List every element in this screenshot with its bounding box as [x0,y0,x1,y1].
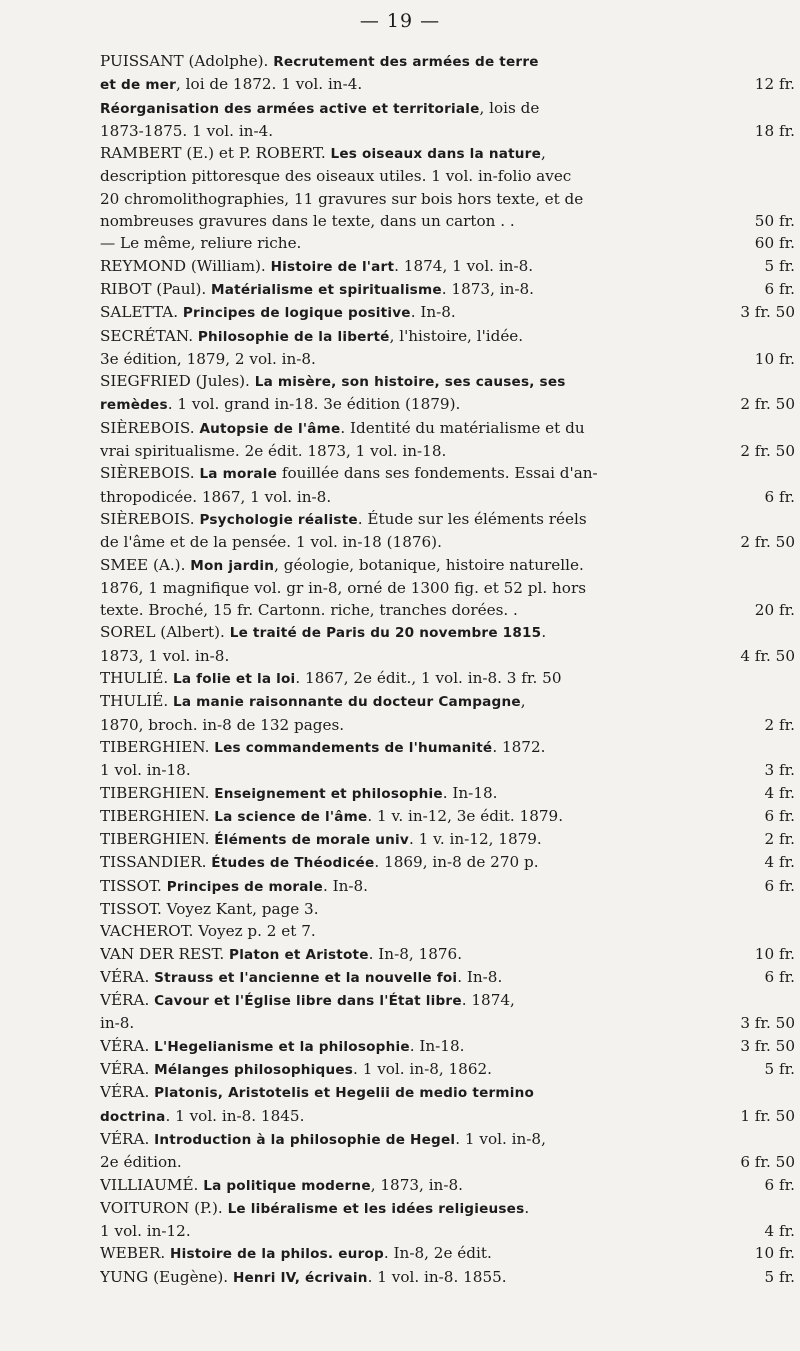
entry-text [100,1266,507,1289]
entry-price: 2 fr. [764,715,795,734]
entry-price: 6 fr. 50 [740,1153,795,1172]
entry-line [100,1058,795,1081]
entry-detail: , [520,692,526,711]
entry-detail: . 1 vol. in-8, [455,1129,546,1148]
entry-text [100,943,462,966]
entry-title: La morale [199,466,278,483]
entry-title: Histoire de l'art [270,258,395,275]
entry-line [100,943,795,966]
entry-detail: . 1869, in-8 de 270 p. [374,853,539,872]
entry-detail: . 1 v. in-12, 1879. [408,830,542,849]
catalog-entry [100,898,795,920]
entry-text [100,531,442,553]
entry-text [100,759,191,781]
entry-detail: VÉRA. [100,1083,155,1102]
entry-text [100,1197,529,1220]
entry-detail: . 1 vol. in-8, 1862. [353,1060,492,1079]
entry-text [100,73,362,96]
catalog-entry [100,1242,795,1265]
entry-detail: THULIÉ. [100,669,174,688]
entry-title: La manie raisonnante du docteur Campagne [173,694,521,711]
entry-detail: SMEE (A.). [100,555,191,574]
entry-line [100,1012,795,1034]
catalog-entry [100,278,795,301]
entry-detail: SOREL (Albert). [100,623,230,642]
entry-text [100,1151,182,1173]
entry-detail: VÉRA. [100,1036,155,1055]
entry-line [100,440,795,462]
entry-line [100,920,795,942]
entry-price: 3 fr. [764,761,795,780]
entry-detail: VAN DER REST. [100,944,230,963]
entry-text [100,645,229,667]
entry-detail: 1 vol. in-18. [100,761,191,780]
entry-title: Le traité de Paris du 20 novembre 1815 [229,625,542,642]
entry-text [100,440,446,462]
entry-price: 4 fr. [764,853,795,872]
entry-title: Mélanges philosophiques [154,1062,354,1079]
entry-title: Autopsie de l'âme [199,420,341,437]
entry-detail: YUNG (Eugène). [100,1267,233,1286]
entry-text [100,462,598,485]
entry-title: Platonis, Aristotelis et Hegelii de medio termino [154,1085,535,1102]
entry-title: Henri IV, écrivain [232,1269,368,1286]
entry-text [100,782,497,805]
entry-detail: , lois de [479,98,540,117]
entry-detail: THULIÉ. [100,692,174,711]
entry-title: Principes de logique positive [182,305,411,322]
entry-detail: TIBERGHIEN. [100,830,215,849]
entry-price: 3 fr. 50 [740,303,795,322]
entry-line [100,736,795,759]
catalog-entry [100,232,795,254]
entry-detail: . In-18. [442,783,498,802]
entry-line [100,828,795,851]
entry-text [100,393,460,416]
entry-title: Matérialisme et spiritualisme [211,281,442,298]
entry-line [100,690,795,713]
entry-detail: VÉRA. [100,1129,155,1148]
entry-line [100,278,795,301]
entry-title: doctrina [100,1108,166,1125]
entry-detail: 3e édition, 1879, 2 vol. in-8. [100,349,316,368]
entry-line [100,851,795,874]
entry-text [100,348,316,370]
entry-text [100,486,331,508]
entry-text [100,1058,492,1081]
entry-detail: . In-8. [457,967,503,986]
entry-detail: . 1 vol. grand in-18. 3e édition (1879). [167,395,461,414]
entry-line [100,508,795,531]
entry-title: Cavour et l'Église libre dans l'État libre [154,993,462,1010]
entry-detail: REYMOND (William). [100,256,271,275]
entry-text [100,120,273,142]
entry-price: 5 fr. [764,1060,795,1079]
catalog-entry [100,1035,795,1058]
entry-text [100,851,539,874]
entry-detail: fouillée dans ses fondements. Essai d'an- [277,464,598,483]
entry-detail: TISSOT. Voyez Kant, page 3. [100,899,319,918]
entry-detail: vrai spiritualisme. 2e édit. 1873, 1 vol. in-18. [100,442,447,461]
entry-detail: VÉRA. [100,991,155,1010]
entry-detail: TISSOT. [100,876,167,895]
entry-detail: . 1874, [461,991,515,1010]
entry-text [100,165,571,187]
entry-line [100,898,795,920]
entry-line [100,486,795,508]
catalog-entry [100,875,795,898]
entry-detail: VILLIAUMÉ. [100,1175,204,1194]
catalog-entry [100,621,795,667]
entry-detail: 1876, 1 magnifique vol. gr in-8, orné de 1300 fig. et 52 pl. hors [100,578,587,597]
entry-detail: VACHEROT. Voyez p. 2 et 7. [100,922,316,941]
entry-line [100,621,795,644]
entry-text [100,142,546,165]
entry-line [100,531,795,553]
entry-text [100,714,344,736]
entry-price: 2 fr. 50 [740,395,795,414]
entry-detail: , l'histoire, l'idée. [389,326,524,345]
entry-line [100,232,795,254]
entry-price: 10 fr. [754,1244,795,1263]
entry-detail: RAMBERT (E.) et P. ROBERT. [100,144,331,163]
entry-text [100,621,546,644]
catalog-entry [100,1174,795,1197]
catalog-entry [100,325,795,371]
entry-detail: . 1874, 1 vol. in-8. [394,256,534,275]
entry-price: 6 fr. [764,279,795,298]
entry-text [100,1174,463,1197]
entry-line [100,1266,795,1289]
entry-text [100,577,586,599]
entry-detail: 1873, 1 vol. in-8. [100,646,230,665]
entry-text [100,325,523,348]
entry-detail: TIBERGHIEN. [100,737,215,756]
entry-detail: RIBOT (Paul). [100,279,212,298]
catalog-entry [100,1197,795,1243]
entry-detail: nombreuses gravures dans le texte, dans un carton . . [100,212,515,231]
entry-title: Principes de morale [166,878,323,895]
entry-text [100,1105,304,1128]
entry-text [100,255,533,278]
entry-text [100,875,368,898]
entry-line [100,805,795,828]
entry-line [100,782,795,805]
entry-detail: , géologie, botanique, histoire naturelle. [274,555,584,574]
entry-price: 50 fr. [754,212,795,231]
entry-text [100,1081,534,1104]
entry-detail: , loi de 1872. 1 vol. in-4. [176,75,363,94]
entry-detail: TIBERGHIEN. [100,806,215,825]
page-number: — 19 — [359,10,441,32]
entry-detail: . 1 vol. in-8. 1845. [165,1106,305,1125]
entry-line [100,301,795,324]
entry-line [100,667,795,690]
entry-line [100,966,795,989]
entry-text [100,554,584,577]
entry-detail: 1870, broch. in-8 de 132 pages. [100,715,345,734]
entry-title: remèdes [100,397,168,414]
entry-detail: . In-8. [322,876,368,895]
entry-price: 3 fr. 50 [740,1036,795,1055]
entry-title: et de mer [100,77,177,94]
entry-text [100,1242,492,1265]
catalog-entry [100,805,795,828]
entry-line [100,875,795,898]
catalog-entry [100,508,795,554]
entry-line [100,1197,795,1220]
entry-title: Enseignement et philosophie [214,785,443,802]
entry-title: Histoire de la philos. europ [170,1246,384,1263]
catalog-entry [100,943,795,966]
entry-price: 10 fr. [754,944,795,963]
entry-text [100,989,515,1012]
entry-line [100,1174,795,1197]
entry-detail: , 1873, in-8. [370,1175,463,1194]
entry-detail: texte. Broché, 15 fr. Cartonn. riche, tranches dorées. . [100,601,518,620]
entry-detail: — Le même, reliure riche. [100,234,302,253]
entry-detail: . In-18. [409,1036,465,1055]
entry-price: 12 fr. [754,75,795,94]
entry-price: 4 fr. [764,783,795,802]
entry-title: Études de Théodicée [211,855,375,872]
entry-detail: 1 vol. in-12. [100,1222,191,1241]
entry-price: 6 fr. [764,1175,795,1194]
entry-line [100,255,795,278]
catalog-entry [100,782,795,805]
entry-title: Psychologie réaliste [199,511,358,528]
entry-detail: description pittoresque des oiseaux utiles. 1 vol. in-folio avec [100,167,572,186]
entry-text [100,417,585,440]
entry-title: Platon et Aristote [229,946,369,963]
catalog-list [100,50,795,1289]
entry-title: Les commandements de l'humanité [214,739,493,756]
entry-detail: VÉRA. [100,967,155,986]
entry-detail: PUISSANT (Adolphe). [100,52,274,70]
catalog-entry [100,828,795,851]
entry-title: Philosophie de la liberté [197,328,390,345]
catalog-entry [100,142,795,232]
entry-title: L'Hegelianisme et la philosophie [154,1038,410,1055]
entry-line [100,989,795,1012]
entry-text [100,97,539,120]
entry-detail: de l'âme et de la pensée. 1 vol. in-18 (1876). [100,533,442,552]
entry-line [100,188,795,210]
catalog-entry [100,255,795,278]
entry-title: Éléments de morale univ [214,832,409,849]
entry-line [100,165,795,187]
entry-detail: . Étude sur les éléments réels [357,509,587,528]
entry-text [100,210,515,232]
entry-price: 4 fr. 50 [740,646,795,665]
entry-line [100,1105,795,1128]
entry-title: La misère, son histoire, ses causes, ses [254,374,566,391]
entry-price: 6 fr. [764,967,795,986]
entry-text [100,736,545,759]
entry-text [100,920,316,942]
entry-price: 20 fr. [754,601,795,620]
catalog-entry [100,97,795,143]
entry-price: 60 fr. [754,234,795,253]
entry-detail: , [541,144,546,163]
entry-detail: in-8. [100,1014,135,1033]
entry-price: 5 fr. [764,1267,795,1286]
catalog-entry [100,851,795,874]
entry-detail: VÉRA. [100,1060,155,1079]
catalog-entry [100,920,795,942]
entry-price: 2 fr. 50 [740,442,795,461]
entry-line [100,120,795,142]
entry-text [100,1012,134,1034]
entry-detail: SIÈREBOIS. [100,418,200,437]
entry-line [100,759,795,781]
entry-line [100,1128,795,1151]
entry-title: Recrutement des armées de terre [273,54,539,70]
catalog-entry [100,966,795,989]
entry-detail: thropodicée. 1867, 1 vol. in-8. [100,487,332,506]
entry-line [100,348,795,370]
entry-line [100,1220,795,1242]
entry-detail: . 1872. [492,737,546,756]
entry-text [100,1128,546,1151]
entry-detail: SIÈREBOIS. [100,464,200,483]
entry-detail: 20 chromolithographies, 11 gravures sur bois hors texte, et de [100,189,584,208]
entry-line [100,97,795,120]
entry-text [100,1220,191,1242]
catalog-entry [100,736,795,782]
entry-detail: TIBERGHIEN. [100,783,215,802]
entry-text [100,898,319,920]
entry-text [100,301,456,324]
catalog-entry [100,1128,795,1174]
catalog-entry [100,554,795,622]
entry-line [100,50,795,73]
entry-detail: SALETTA. [100,303,183,322]
entry-price: 1 fr. 50 [740,1106,795,1125]
entry-price: 6 fr. [764,876,795,895]
entry-price: 10 fr. [754,349,795,368]
catalog-entry [100,989,795,1035]
entry-detail: . 1867, 2e édit., 1 vol. in-8. 3 fr. 50 [295,669,562,688]
entry-line [100,1151,795,1173]
entry-line [100,370,795,393]
catalog-entry [100,1058,795,1081]
entry-text [100,828,542,851]
entry-price: 3 fr. 50 [740,1014,795,1033]
entry-detail: . [541,623,547,642]
catalog-entry [100,462,795,508]
entry-title: Les oiseaux dans la nature [330,146,541,163]
entry-line [100,393,795,416]
entry-detail: . 1 vol. in-8. 1855. [367,1267,507,1286]
entry-text [100,50,539,73]
entry-line [100,1242,795,1265]
entry-detail: . In-8. [410,303,456,322]
entry-line [100,142,795,165]
entry-line [100,417,795,440]
entry-detail: . In-8, 1876. [368,944,463,963]
entry-price: 4 fr. [764,1222,795,1241]
entry-text [100,278,534,301]
entry-title: Réorganisation des armées active et territoriale [100,100,480,117]
entry-text [100,1035,464,1058]
entry-line [100,1035,795,1058]
entry-detail: SIÈREBOIS. [100,509,200,528]
entry-line [100,462,795,485]
entry-line [100,73,795,96]
entry-text [100,966,502,989]
entry-text [100,667,561,690]
entry-detail: 1873-1875. 1 vol. in-4. [100,121,274,140]
entry-detail: TISSANDIER. [100,853,212,872]
entry-detail: . 1 v. in-12, 3e édit. 1879. [367,806,564,825]
catalog-entry [100,417,795,463]
entry-price: 6 fr. [764,806,795,825]
entry-detail: . In-8, 2e édit. [383,1244,492,1263]
entry-detail: . Identité du matérialisme et du [340,418,585,437]
catalog-entry [100,301,795,324]
entry-detail: SECRÉTAN. [100,326,198,345]
entry-price: 2 fr. 50 [740,533,795,552]
entry-line [100,714,795,736]
entry-detail: SIEGFRIED (Jules). [100,372,255,391]
entry-price: 18 fr. [754,121,795,140]
catalog-entry [100,1266,795,1289]
entry-text [100,805,563,828]
entry-title: Mon jardin [190,557,275,574]
catalog-entry [100,690,795,736]
catalog-entry [100,370,795,417]
entry-detail: . [524,1198,530,1217]
entry-title: La science de l'âme [214,808,368,825]
entry-price: 6 fr. [764,487,795,506]
entry-title: Introduction à la philosophie de Hegel [154,1131,456,1148]
entry-detail: 2e édition. [100,1153,182,1172]
entry-text [100,690,526,713]
entry-text [100,599,518,621]
entry-price: 5 fr. [764,256,795,275]
entry-line [100,599,795,621]
entry-line [100,554,795,577]
catalog-entry [100,50,795,97]
entry-title: La politique moderne [203,1177,371,1194]
entry-title: Strauss et l'ancienne et la nouvelle foi [154,969,458,986]
entry-text [100,232,301,254]
entry-title: Le libéralisme et les idées religieuses [227,1200,525,1217]
entry-line [100,325,795,348]
entry-text [100,188,583,210]
catalog-entry [100,667,795,690]
entry-line [100,210,795,232]
entry-detail: VOITURON (P.). [100,1198,228,1217]
entry-detail: . 1873, in-8. [441,279,534,298]
catalog-entry [100,1081,795,1128]
entry-price: 2 fr. [764,830,795,849]
entry-title: La folie et la loi [173,671,296,688]
entry-line [100,645,795,667]
entry-line [100,1081,795,1104]
entry-text [100,508,587,531]
entry-detail: WEBER. [100,1244,171,1263]
entry-text [100,370,566,393]
entry-line [100,577,795,599]
